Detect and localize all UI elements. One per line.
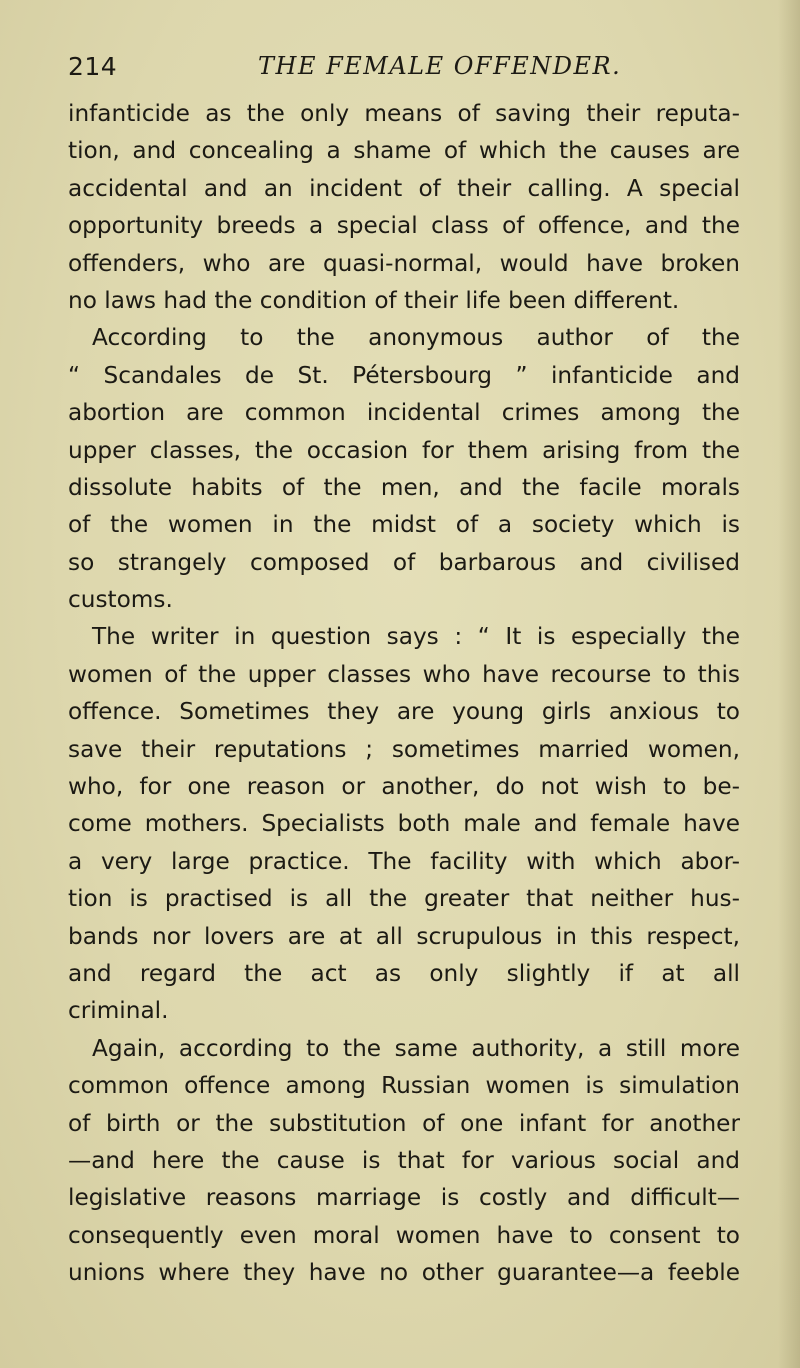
text-line: The writer in question says : “ It is especially the [92,623,740,651]
text-line: offenders, who are quasi-normal, would have broken [68,249,740,277]
text-line: no laws had the condition of their life been different. [68,286,680,314]
text-line: opportunity breeds a special class of offence, and the [68,212,740,240]
text-line: tion, and concealing a shame of which the causes are [68,137,740,165]
text-line: save their reputations ; sometimes married women, [68,735,740,763]
text-line: of the women in the midst of a society which is [68,511,740,539]
text-line: consequently even moral women have to consent to [68,1221,740,1249]
text-line: infanticide as the only means of saving their reputa- [68,100,740,127]
text-line: customs. [68,586,173,614]
text-line: legislative reasons marriage is costly and difficult— [68,1184,740,1212]
text-line: Again, according to the same authority, a still more [92,1034,740,1062]
running-head: THE FEMALE OFFENDER. [258,52,622,80]
text-line: abortion are common incidental crimes among the [68,399,740,427]
text-line: women of the upper classes who have recourse to this [68,660,740,688]
text-line: dissolute habits of the men, and the facile morals [68,473,740,501]
page-edge-shadow [778,0,800,1368]
text-line: upper classes, the occasion for them arising from the [68,436,740,464]
page-header [0,52,800,92]
text-line: common offence among Russian women is simulation [68,1072,740,1100]
text-line: According to the anonymous author of the [92,324,740,352]
text-line: “ Scandales de St. Pétersbourg ” infanticide and [68,361,740,389]
text-line: —and here the cause is that for various social and [68,1146,740,1174]
text-line: accidental and an incident of their calling. A special [68,174,740,202]
text-line: offence. Sometimes they are young girls anxious to [68,698,740,726]
text-line: come mothers. Specialists both male and female have [68,810,740,838]
text-line: criminal. [68,997,169,1025]
page-number: 214 [68,52,118,81]
text-line: of birth or the substitution of one infant for another [68,1109,740,1137]
text-line: who, for one reason or another, do not wish to be- [68,773,740,801]
text-line: bands nor lovers are at all scrupulous in this respect, [68,922,740,950]
text-line: a very large practice. The facility with which abor- [68,847,740,875]
text-line: and regard the act as only slightly if at all [68,959,740,987]
text-line: tion is practised is all the greater that neither hus- [68,885,740,913]
text-line: unions where they have no other guarantee—a feeble [68,1259,740,1287]
text-line: so strangely composed of barbarous and civilised [68,548,740,576]
body-text [68,95,740,1292]
